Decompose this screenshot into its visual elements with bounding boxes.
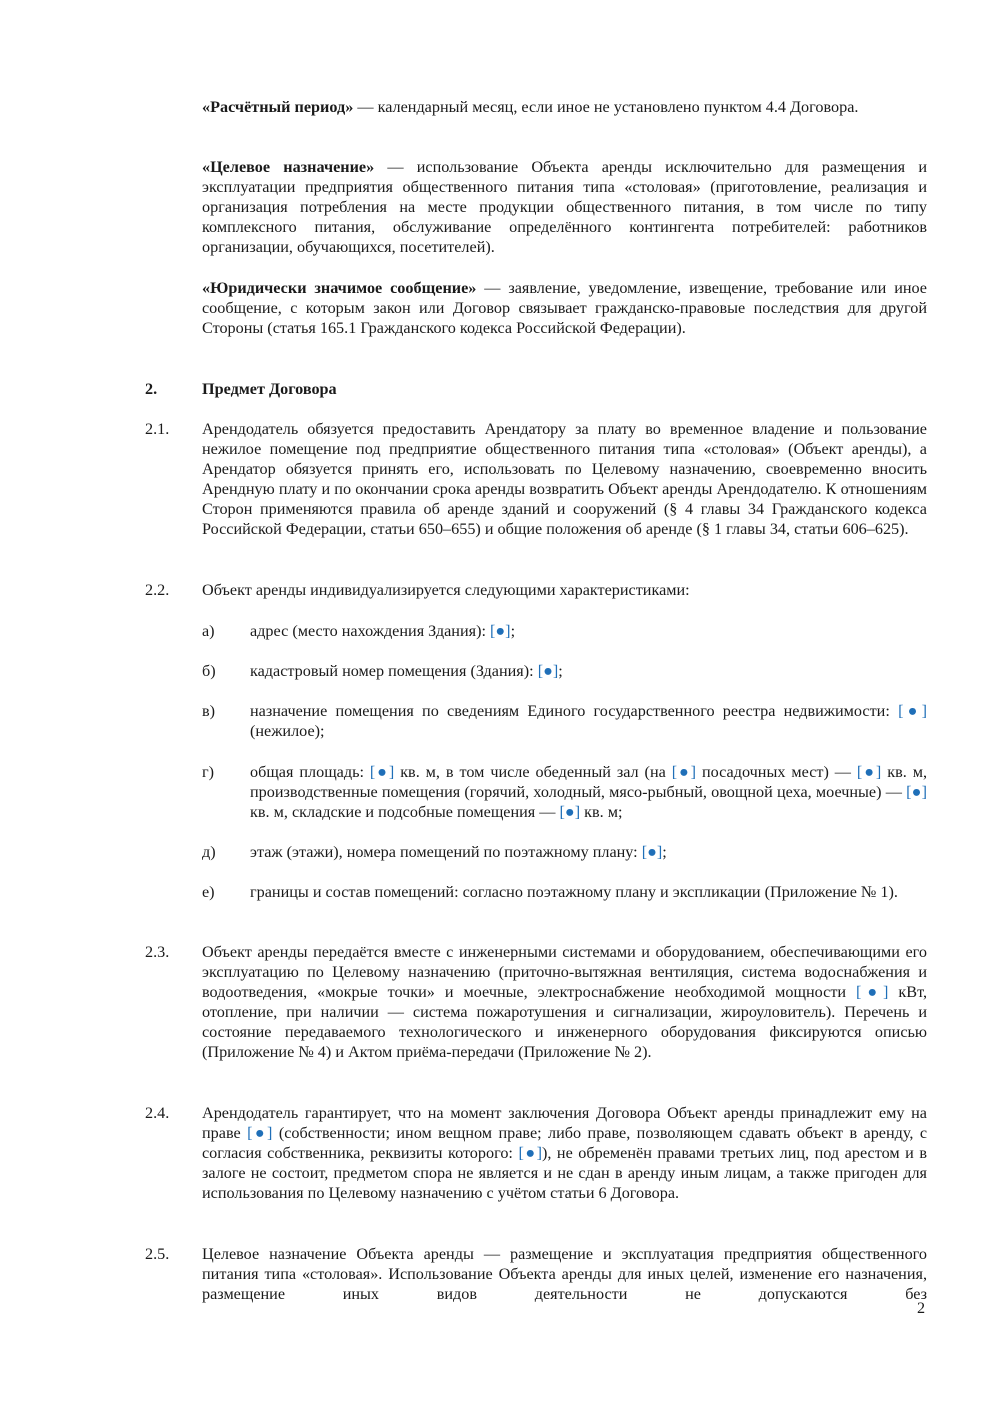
definition-term: «Целевое назначение» (202, 158, 375, 176)
page-number: 2 (917, 1299, 926, 1317)
subitem-letter: г) (202, 763, 215, 781)
placeholder-marker: [●] (537, 662, 559, 680)
placeholder-marker: [●] (856, 983, 889, 1001)
definition-settlement-period (202, 97, 927, 117)
definition-term: «Юридически значимое сообщение» (202, 279, 477, 297)
placeholder-marker: [●] (856, 763, 882, 781)
definition-text: — заявление, уведомление, извещение, требование или иное сообщение, с которым закон или Договор связывает гражданско-правовые последствия для другой Стороны (статья 165.1 Гражданского кодекса Российской Федерации). (202, 279, 927, 337)
placeholder-marker: [●] (641, 843, 663, 861)
section-title: Предмет Договора (202, 380, 337, 398)
clause-2-2: Объект аренды индивидуализируется следующими характеристиками: (202, 581, 690, 599)
placeholder-marker: [●] (518, 1144, 542, 1162)
subitem-letter: в) (202, 702, 216, 720)
subitem-letter: д) (202, 843, 216, 861)
subitem-floors: этаж (этажи), номера помещений по поэтажному плану: [●]; (250, 843, 667, 861)
clause-2-1: Арендодатель обязуется предоставить Арендатору за плату во временное владение и пользование нежилое помещение под предприятие общественного питания типа «столовая» (Объект аренды), а Арендатор обязуется принять его, использовать по Целевому назначению, своевременно вносить Арендную плату и по окончании срока аренды возвратить Объект аренды Арендодателю. К отношениям Сторон применяются правила об аренде зданий и сооружений (§ 4 главы 34 Гражданского кодекса Российской Федерации, статьи 650–655) и общие положения об аренде (§ 1 главы 34, статьи 606–625). (202, 420, 927, 538)
subitem-letter: е) (202, 883, 215, 901)
clause-number: 2.3. (145, 943, 170, 961)
clause-number: 2.1. (145, 420, 170, 438)
definition-text: — календарный месяц, если иное не установлено пунктом 4.4 Договора. (353, 98, 859, 116)
definition-target-purpose (202, 157, 927, 257)
definition-term: «Расчётный период» (202, 98, 354, 116)
placeholder-marker: [●] (906, 783, 927, 801)
section-number: 2. (145, 380, 158, 398)
definition-text: — использование Объекта аренды исключительно для размещения и эксплуатации предприятия общественного питания типа «столовая» (приготовление, реализация и организация потребления на месте продукции общественного питания, в том числе по типу комплексного питания, обслуживание определённого контингента потребителей: работников организации, обучающихся, посетителей). (202, 158, 927, 256)
definition-legal-message (202, 278, 927, 338)
subitem-boundaries: границы и состав помещений: согласно поэтажному плану и экспликации (Приложение № 1). (250, 883, 898, 901)
placeholder-marker: [●] (671, 763, 697, 781)
subitem-cadastral-number: кадастровый номер помещения (Здания): [●]; (250, 662, 563, 680)
subitem-letter: а) (202, 622, 215, 640)
subitem-total-area: общая площадь: [●] кв. м, в том числе обеденный зал (на [●] посадочных мест) — [●] кв. м, производственные помещения (горячий, холодный, мясо-рыбный, овощной цеха, моечные) — [●] кв. м, складские и подсобные помещения — [●] кв. м; (250, 763, 927, 821)
clause-2-4: Арендодатель гарантирует, что на момент заключения Договора Объект аренды принадлежит ему на праве [●] (собственности; ином вещном праве; либо праве, позволяющем сдавать объект в аренду, с согласия собственника, реквизиты которого: [●]), не обременён правами третьих лиц, под арестом и в залоге не состоит, предметом спора не является и не сдан в аренду иным лицам, а также пригоден для использования по Целевому назначению с учётом статьи 6 Договора. (202, 1104, 927, 1202)
clause-number: 2.4. (145, 1104, 170, 1122)
clause-number: 2.5. (145, 1245, 170, 1263)
clause-2-5: Целевое назначение Объекта аренды — размещение и эксплуатация предприятия общественного питания типа «столовая». Использование Объекта аренды для иных целей, изменение его назначения, размещение иных видов деятельности не допускаются без (202, 1245, 927, 1303)
subitem-address: адрес (место нахождения Здания): [●]; (250, 622, 516, 640)
subitem-premises-purpose: назначение помещения по сведениям Единого государственного реестра недвижимости: [●] (нежилое); (250, 702, 927, 740)
clause-2-3: Объект аренды передаётся вместе с инженерными системами и оборудованием, обеспечивающими его эксплуатацию по Целевому назначению (приточно-вытяжная вентиляция, система водоснабжения и водоотведения, «мокрые точки» и моечные, электроснабжение необходимой мощности [●] кВт, отопление, при наличии — система пожаротушения и сигнализации, жироуловитель). Перечень и состояние передаваемого технологического и инженерного оборудования фиксируются описью (Приложение № 4) и Актом приёма-передачи (Приложение № 2). (202, 943, 927, 1061)
placeholder-marker: [●] (559, 803, 581, 821)
placeholder-marker: [●] (247, 1124, 273, 1142)
placeholder-marker: [●] (369, 763, 395, 781)
clause-number: 2.2. (145, 581, 170, 599)
placeholder-marker: [●] (490, 622, 511, 640)
subitem-letter: б) (202, 662, 216, 680)
placeholder-marker: [●] (898, 702, 927, 720)
